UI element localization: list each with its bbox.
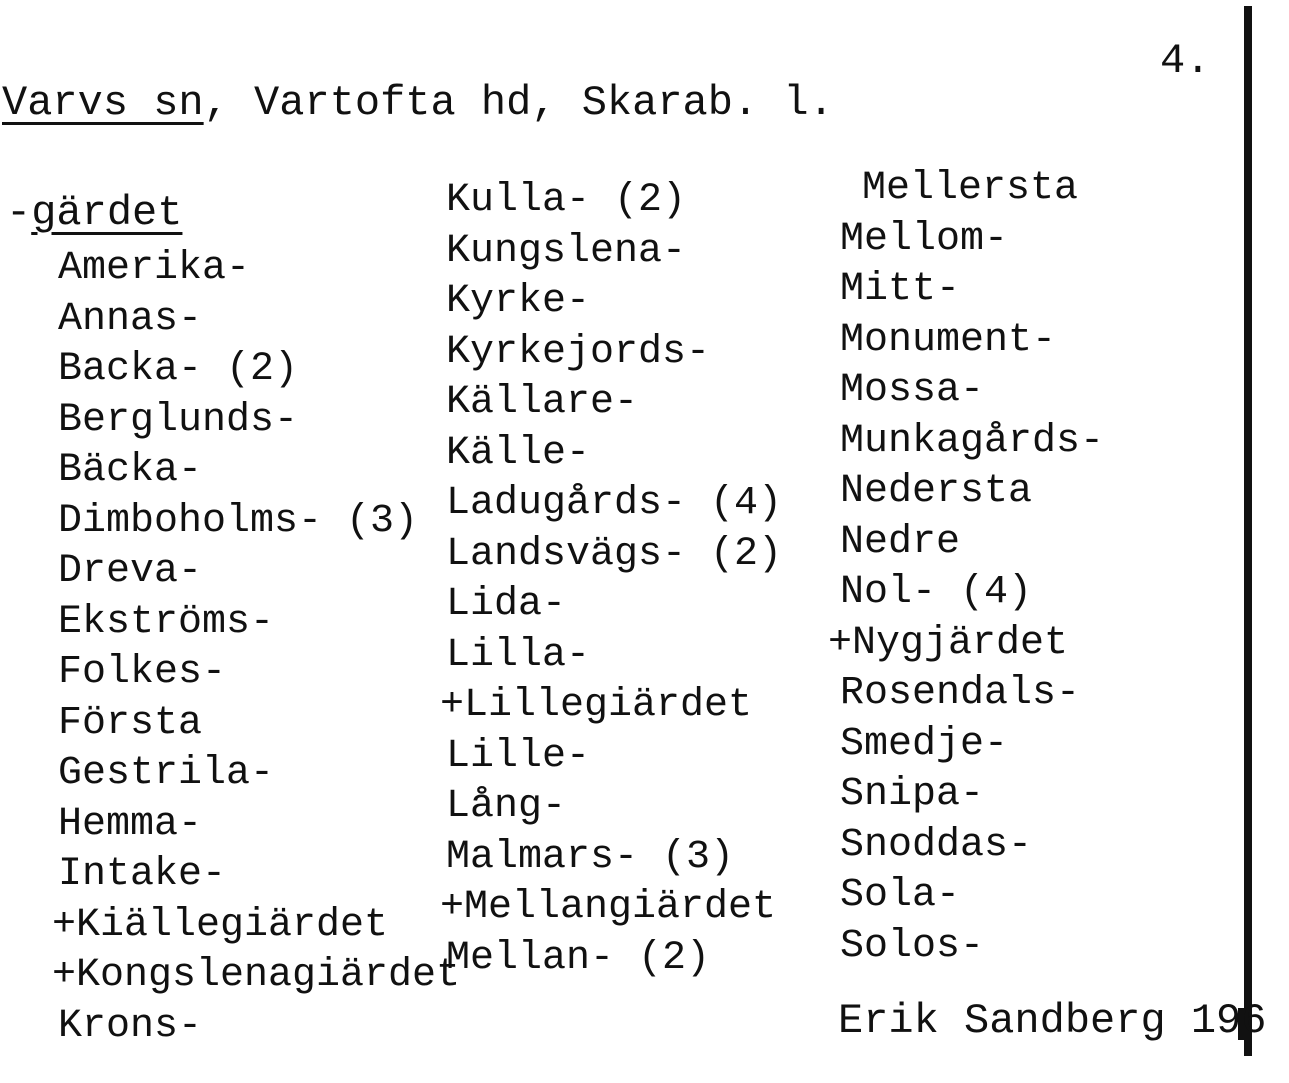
- name-entry: Mellom-: [840, 216, 1009, 262]
- name-entry: Källare-: [446, 380, 639, 425]
- name-entry: Mitt-: [840, 267, 961, 312]
- name-entry: Snipa-: [840, 772, 985, 817]
- name-entry: Munkagårds-: [840, 418, 1105, 464]
- name-column-2: [440, 176, 782, 984]
- name-entry: Kyrke-: [446, 279, 591, 324]
- name-entry: Kungslena-: [446, 228, 687, 274]
- heading-word: gärdet: [31, 189, 183, 237]
- name-entry: Berglunds-: [58, 397, 299, 443]
- name-entry: Snoddas-: [840, 822, 1033, 868]
- name-entry: +Kiällegiärdet: [52, 902, 389, 948]
- name-entry: Nedre: [840, 519, 961, 565]
- name-entry: Dimboholms- (3): [58, 498, 419, 544]
- name-entry: Mellersta: [862, 166, 1079, 211]
- name-entry: Lilla-: [446, 632, 591, 678]
- card-number: 4.: [1160, 37, 1211, 85]
- name-entry: Nedersta: [840, 469, 1033, 514]
- name-entry: Monument-: [840, 317, 1057, 363]
- name-entry: Mossa-: [840, 368, 985, 413]
- name-entry: Nol- (4): [840, 570, 1033, 615]
- name-entry: Smedje-: [840, 721, 1009, 767]
- name-entry: Ekströms-: [58, 599, 275, 645]
- parish-name: Varvs sn: [2, 79, 204, 127]
- name-entry: Kulla- (2): [446, 178, 687, 223]
- name-entry: Lille-: [446, 733, 591, 779]
- name-entry: Malmars- (3): [446, 834, 735, 880]
- heading-prefix: -: [6, 189, 32, 237]
- name-entry: Första: [58, 700, 203, 746]
- name-column-1: [52, 244, 460, 1052]
- name-entry: Kyrkejords-: [446, 329, 711, 375]
- name-entry: +Nygjärdet: [828, 620, 1069, 666]
- name-entry: Lång-: [446, 784, 567, 829]
- name-entry: Amerika-: [58, 246, 251, 291]
- name-entry: Mellan- (2): [446, 935, 711, 981]
- name-entry: Solos-: [840, 923, 985, 969]
- card-edge-line: [1244, 6, 1252, 1056]
- name-entry: +Mellangiärdet: [440, 885, 777, 930]
- name-entry: +Lillegiärdet: [440, 683, 753, 728]
- name-entry: Bäcka-: [58, 448, 203, 493]
- signature: Erik Sandberg 196: [838, 997, 1267, 1045]
- district-county: , Vartofta hd, Skarab. l.: [203, 79, 834, 127]
- name-entry: Gestrila-: [58, 751, 275, 796]
- name-entry: +Kongslenagiärdet: [52, 953, 461, 998]
- name-entry: Sola-: [840, 873, 961, 918]
- name-entry: Annas-: [58, 296, 203, 342]
- name-entry: Landsvägs- (2): [446, 531, 783, 577]
- name-entry: Källe-: [446, 430, 591, 476]
- card-header: [2, 78, 834, 128]
- name-entry: Lida-: [446, 582, 567, 627]
- name-entry: Folkes-: [58, 650, 227, 695]
- name-entry: Backa- (2): [58, 347, 299, 392]
- name-entry: Hemma-: [58, 801, 203, 847]
- name-entry: Rosendals-: [840, 671, 1081, 716]
- entry-heading: [6, 189, 183, 237]
- name-entry: Intake-: [58, 852, 227, 897]
- name-entry: Dreva-: [58, 549, 203, 594]
- name-column-3: [828, 164, 1104, 972]
- name-entry: Krons-: [58, 1003, 203, 1049]
- name-entry: Ladugårds- (4): [446, 481, 783, 526]
